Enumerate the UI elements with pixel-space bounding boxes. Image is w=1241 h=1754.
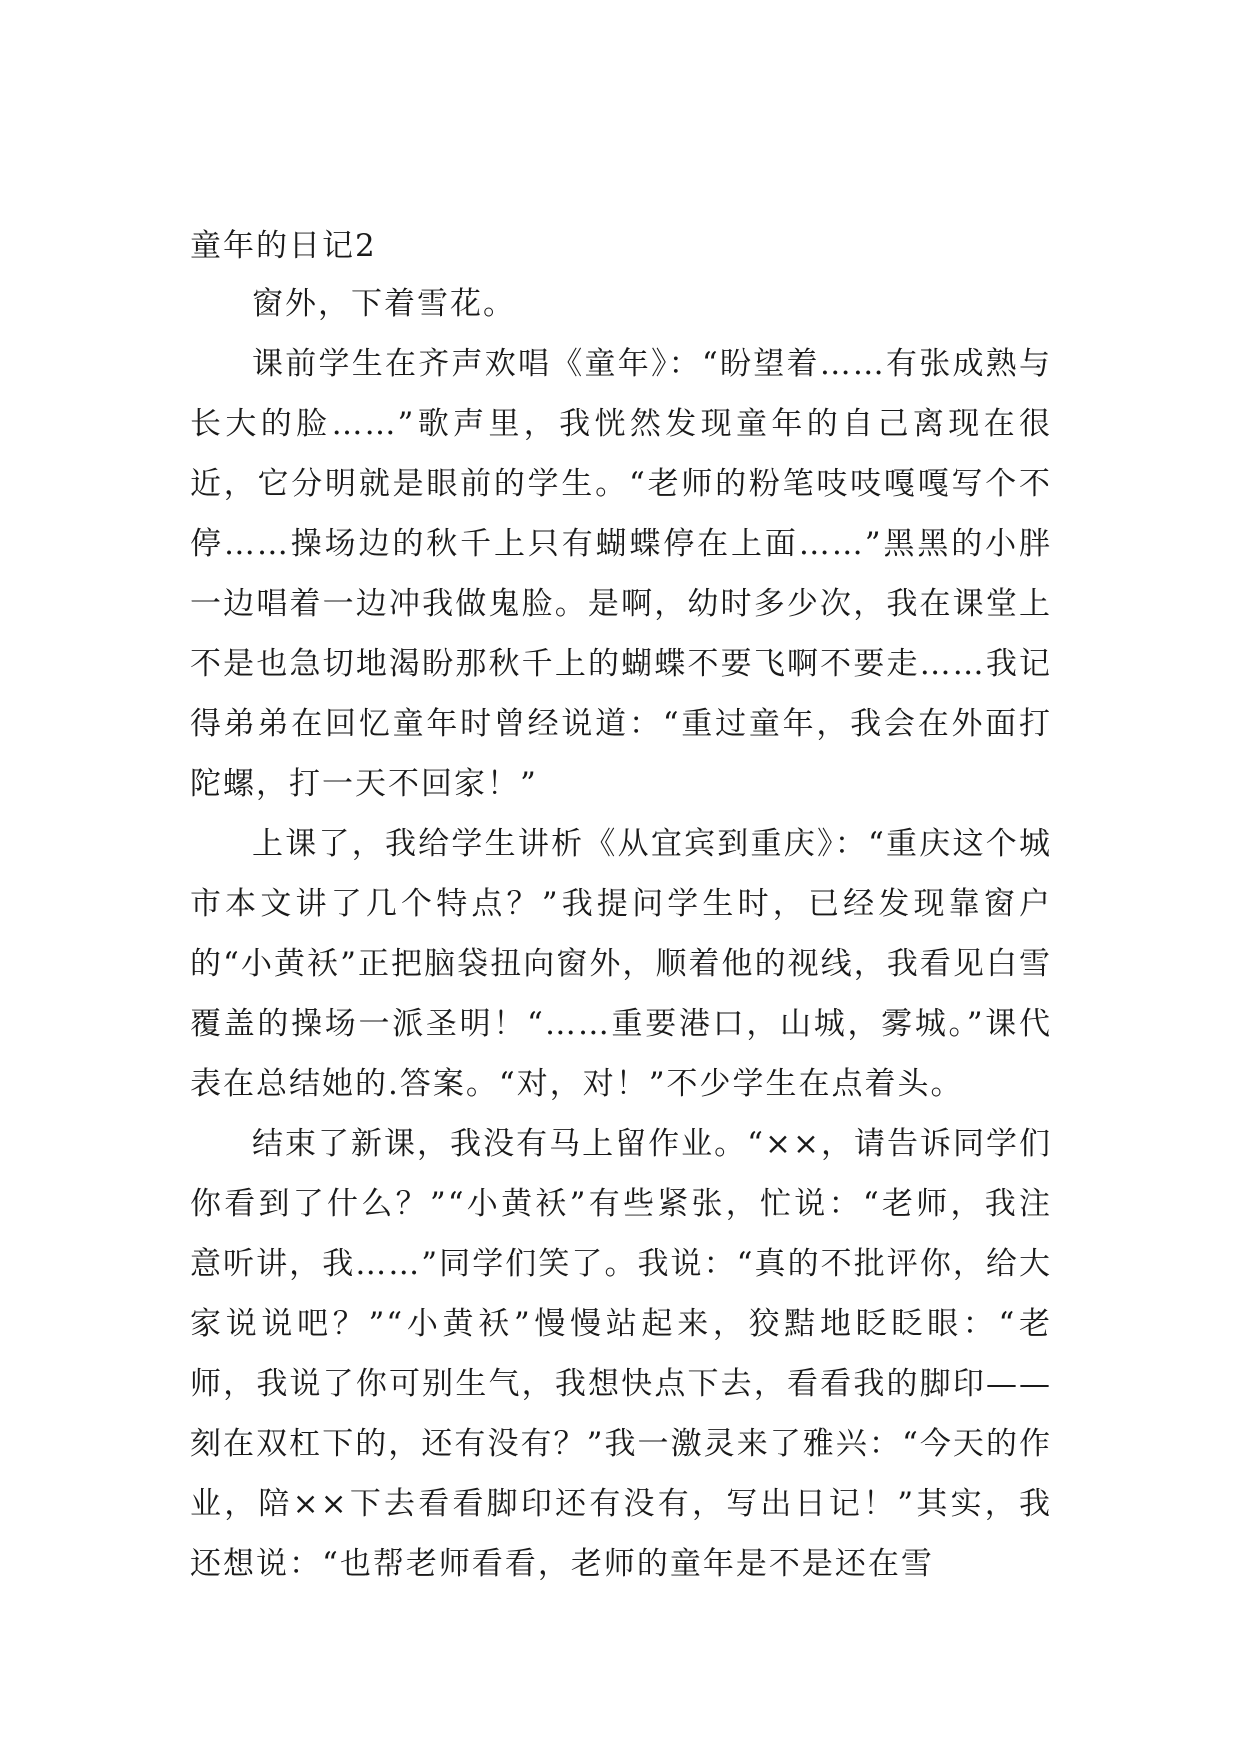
paragraph-1: 窗外，下着雪花。 [252,286,516,322]
document-body [190,218,1052,1594]
paragraph-4: 结束了新课，我没有马上留作业。“××，请告诉同学们你看到了什么？”“小黄袄”有些紧张，忙说：“老师，我注意听讲，我……”同学们笑了。我说：“真的不批评你，给大家说说吧？”“小黄袄”慢慢站起来，狡黠地眨眨眼：“老师，我说了你可别生气，我想快点下去，看看我的脚印——刻在双杠下的，还有没有？”我一激灵来了雅兴：“今天的作业，陪××下去看看脚印还有没有，写出日记！”其实，我还想说：“也帮老师看看，老师的童年是不是还在雪 [190,1126,1052,1582]
paragraph-2: 课前学生在齐声欢唱《童年》：“盼望着……有张成熟与长大的脸……”歌声里，我恍然发现童年的自己离现在很近，它分明就是眼前的学生。“老师的粉笔吱吱嘎嘎写个不停……操场边的秋千上只有蝴蝶停在上面……”黑黑的小胖一边唱着一边冲我做鬼脸。是啊，幼时多少次，我在课堂上不是也急切地渴盼那秋千上的蝴蝶不要飞啊不要走……我记得弟弟在回忆童年时曾经说道：“重过童年，我会在外面打陀螺，打一天不回家！” [190,346,1052,802]
paragraph-3: 上课了，我给学生讲析《从宜宾到重庆》：“重庆这个城市本文讲了几个特点？”我提问学生时，已经发现靠窗户的“小黄袄”正把脑袋扭向窗外，顺着他的视线，我看见白雪覆盖的操场一派圣明！“……重要港口，山城，雾城。”课代表在总结她的.答案。“对，对！”不少学生在点着头。 [190,826,1052,1102]
document-title: 童年的日记2 [190,228,377,264]
